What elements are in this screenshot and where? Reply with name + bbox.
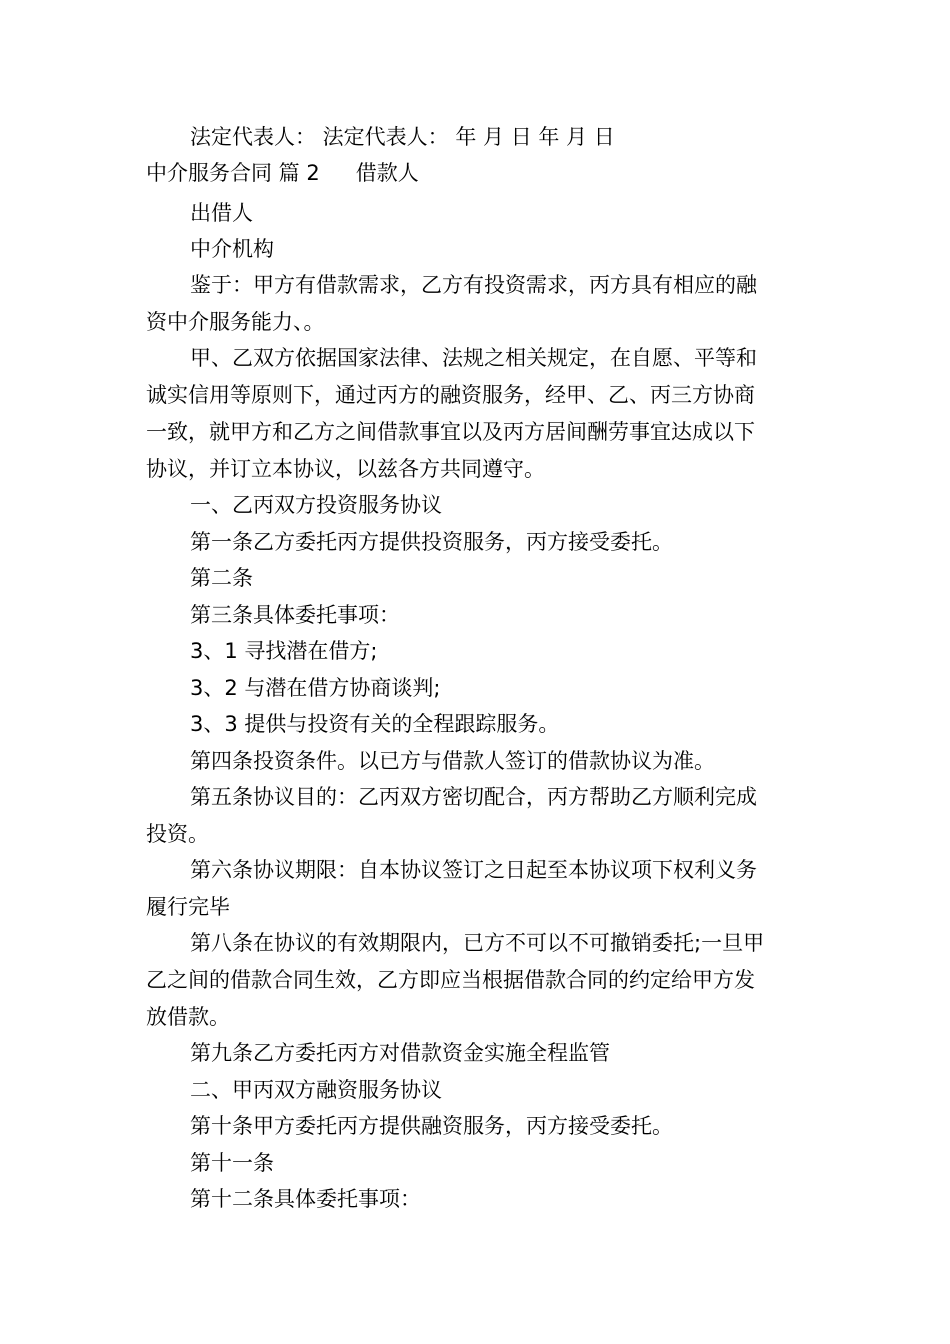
list-item: 3、3 提供与投资有关的全程跟踪服务。 [190,712,560,736]
party-lender: 出借人 [190,201,253,225]
preamble-paragraph-line: 一致，就甲方和乙方之间借款事宜以及丙方居间酬劳事宜达成以下 [146,420,755,444]
clause-line: 履行完毕 [146,895,230,919]
section-heading: 二、甲丙双方融资服务协议 [190,1078,442,1102]
clause-line: 第九条乙方委托丙方对借款资金实施全程监管 [190,1041,610,1065]
clause-line: 第八条在协议的有效期限内，已方不可以不可撤销委托;一旦甲 [190,931,765,955]
clause-line: 第四条投资条件。以已方与借款人签订的借款协议为准。 [190,749,715,773]
heading-party-label: 借款人 [355,161,419,185]
preamble-paragraph-line: 协议，并订立本协议，以兹各方共同遵守。 [146,457,545,481]
clause-line: 第二条 [190,566,253,590]
clause-line: 第十条甲方委托丙方提供融资服务，丙方接受委托。 [190,1114,673,1138]
party-agency: 中介机构 [190,237,274,261]
signature-line: 法定代表人： 法定代表人： 年 月 日 年 月 日 [190,125,615,149]
clause-line: 放借款。 [146,1005,230,1029]
clause-line: 第五条协议目的：乙丙双方密切配合，丙方帮助乙方顺利完成 [190,785,757,809]
contract-heading-row [0,160,950,186]
contract-heading: 中介服务合同 篇 2 [146,161,320,185]
clause-line: 第一条乙方委托丙方提供投资服务，丙方接受委托。 [190,530,673,554]
clause-line: 第六条协议期限：自本协议签订之日起至本协议项下权利义务 [190,858,757,882]
clause-line: 第三条具体委托事项： [190,603,400,627]
list-item: 3、2 与潜在借方协商谈判; [190,676,441,700]
list-item: 3、1 寻找潜在借方; [190,639,378,663]
recital-paragraph-line: 鉴于：甲方有借款需求，乙方有投资需求，丙方具有相应的融 [190,273,757,297]
clause-line: 投资。 [146,822,209,846]
clause-line: 乙之间的借款合同生效，乙方即应当根据借款合同的约定给甲方发 [146,968,755,992]
recital-paragraph-line: 资中介服务能力、。 [146,310,325,334]
preamble-paragraph-line: 甲、乙双方依据国家法律、法规之相关规定，在自愿、平等和 [190,346,757,370]
clause-line: 第十一条 [190,1151,274,1175]
section-heading: 一、乙丙双方投资服务协议 [190,493,442,517]
preamble-paragraph-line: 诚实信用等原则下，通过丙方的融资服务，经甲、乙、丙三方协商 [146,383,755,407]
clause-line: 第十二条具体委托事项： [190,1187,421,1211]
